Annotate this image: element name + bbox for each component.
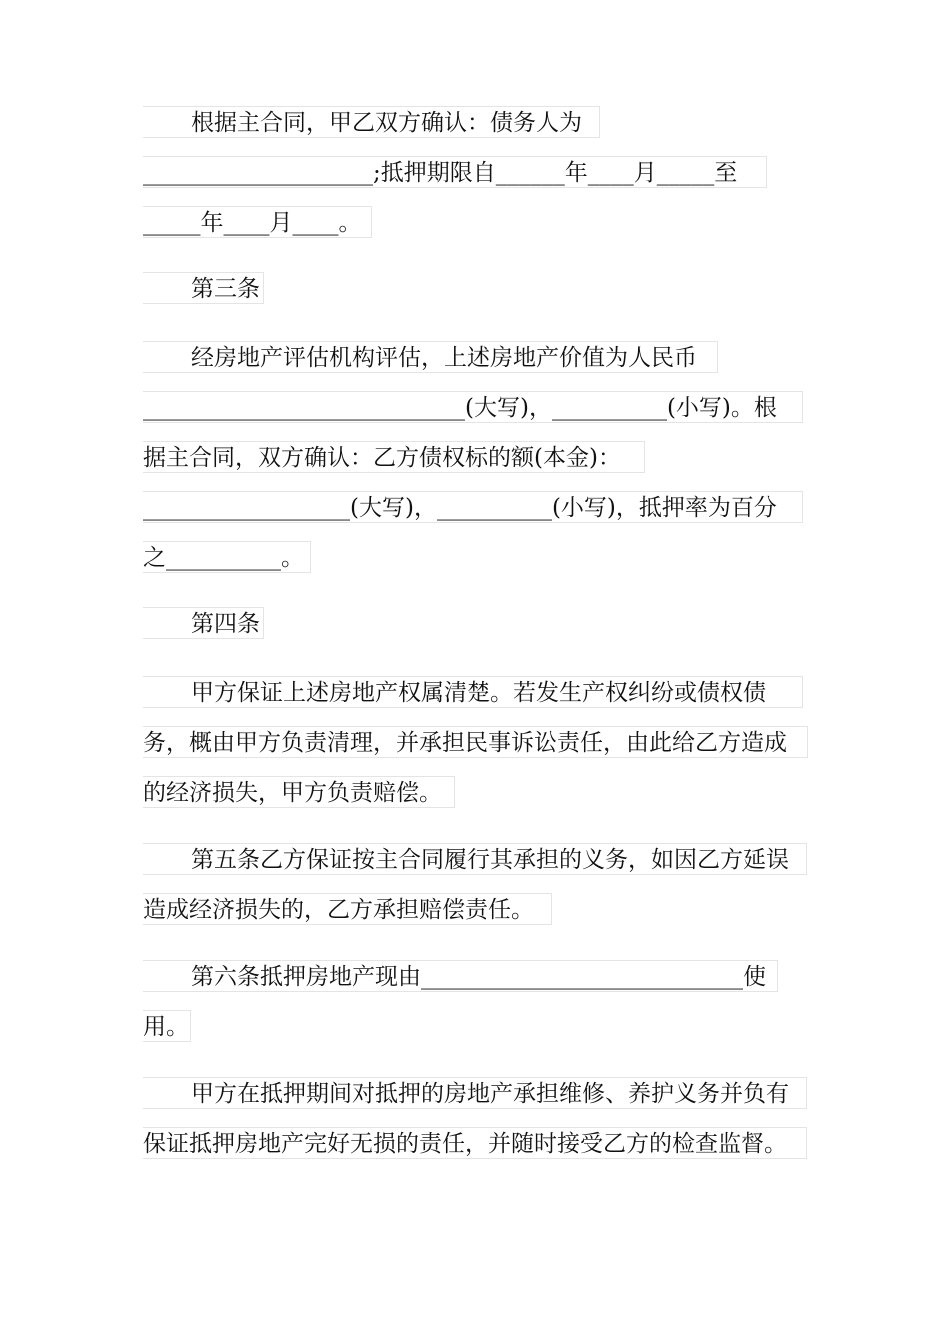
text-line: 第五条乙方保证按主合同履行其承担的义务，如因乙方延误 — [143, 843, 807, 875]
text-line: 甲方保证上述房地产权属清楚。若发生产权纠纷或债权债 — [143, 676, 803, 708]
section-heading: 第三条 — [143, 272, 264, 304]
text-line: ____________________________(大写)，__________(小写)。根 — [143, 391, 803, 423]
text-line: 用。 — [143, 1010, 191, 1042]
text-line: ____________________;抵押期限自______年____月_____至 — [143, 156, 767, 188]
text-line: 根据主合同，甲乙双方确认：债务人为 — [143, 106, 600, 138]
text-line: 甲方在抵押期间对抵押的房地产承担维修、养护义务并负有 — [143, 1077, 807, 1109]
text-line: __________________(大写)，__________(小写)，抵押率为百分 — [143, 491, 803, 523]
text-line: 之__________。 — [143, 541, 311, 573]
text-line: 经房地产评估机构评估，上述房地产价值为人民币 — [143, 341, 718, 373]
section-heading: 第四条 — [143, 607, 264, 639]
text-line: 务，概由甲方负责清理，并承担民事诉讼责任，由此给乙方造成 — [143, 726, 808, 758]
text-line: 据主合同，双方确认：乙方债权标的额(本金)： — [143, 441, 645, 473]
text-line: 保证抵押房地产完好无损的责任，并随时接受乙方的检查监督。 — [143, 1127, 807, 1159]
text-line: 第六条抵押房地产现由____________________________使 — [143, 960, 778, 992]
text-line: 造成经济损失的，乙方承担赔偿责任。 — [143, 893, 552, 925]
text-line: 的经济损失，甲方负责赔偿。 — [143, 776, 455, 808]
text-line: _____年____月____。 — [143, 206, 372, 238]
